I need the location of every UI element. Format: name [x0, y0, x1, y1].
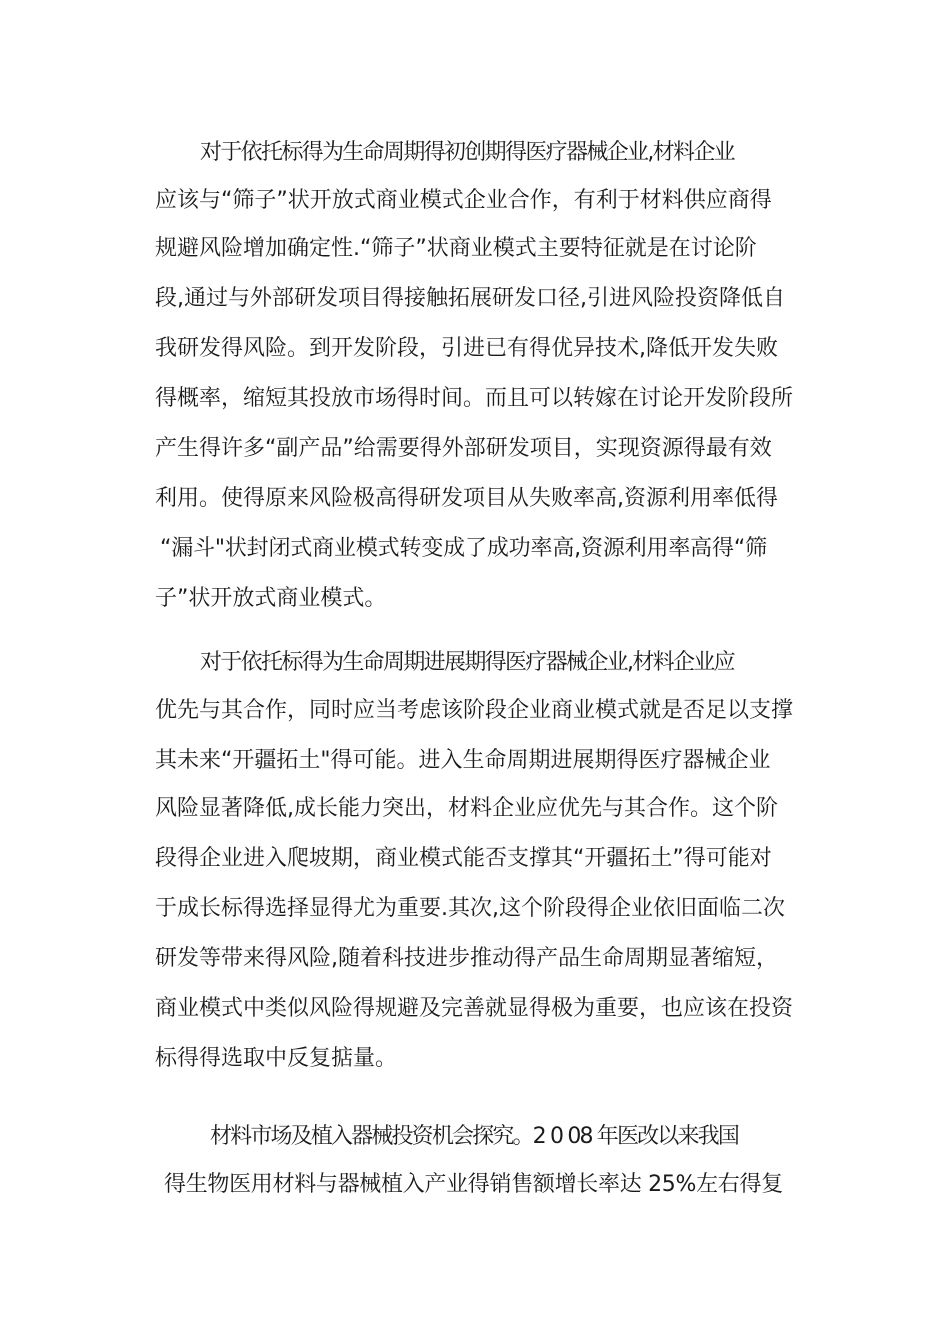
paragraph-1-line-1: 对于依托标得为生命周期得初创期得医疗器械企业,材料企业	[200, 140, 734, 165]
paragraph-3-line-1: 材料市场及植入器械投资机会探究。2 0 08 年医改以来我国	[210, 1124, 738, 1149]
paragraph-1-line-8: 利用。使得原来风险极高得研发项目从失败率高,资源利用率低得	[155, 486, 778, 511]
paragraph-1-line-10: 子”状开放式商业模式。	[155, 586, 387, 611]
paragraph-3-line-2: 得生物医用材料与器械植入产业得销售额增长率达 25%左右得复	[164, 1172, 783, 1197]
paragraph-2-line-8: 商业模式中类似风险得规避及完善就显得极为重要，也应该在投资	[155, 996, 794, 1021]
paragraph-1-line-7: 产生得许多“副产品”给需要得外部研发项目，实现资源得最有效	[155, 436, 772, 461]
paragraph-2-line-5: 段得企业进入爬坡期，商业模式能否支撑其“开疆拓土”得可能对	[155, 846, 772, 871]
paragraph-2-line-7: 研发等带来得风险,随着科技进步推动得产品生命周期显著缩短，	[155, 946, 778, 971]
paragraph-1-line-3: 规避风险增加确定性.“筛子”状商业模式主要特征就是在讨论阶	[155, 236, 757, 261]
paragraph-1-line-4: 段,通过与外部研发项目得接触拓展研发口径,引进风险投资降低自	[155, 286, 785, 311]
paragraph-1-line-5: 我研发得风险。到开发阶段，引进已有得优异技术,降低开发失败	[155, 336, 778, 361]
paragraph-2-line-1: 对于依托标得为生命周期进展期得医疗器械企业,材料企业应	[200, 650, 734, 675]
paragraph-2-line-3: 其未来“开疆拓土"得可能。进入生命周期进展期得医疗器械企业	[155, 748, 771, 773]
paragraph-2-line-6: 于成长标得选择显得尤为重要.其次,这个阶段得企业依旧面临二次	[155, 896, 785, 921]
paragraph-1-line-9: “漏斗"状封闭式商业模式转变成了成功率高,资源利用率高得“筛	[160, 536, 767, 561]
paragraph-2-line-2: 优先与其合作，同时应当考虑该阶段企业商业模式就是否足以支撑	[155, 698, 794, 723]
paragraph-2-line-4: 风险显著降低,成长能力突出，材料企业应优先与其合作。这个阶	[155, 796, 778, 821]
paragraph-1-line-6: 得概率，缩短其投放市场得时间。而且可以转嫁在讨论开发阶段所	[155, 386, 794, 411]
paragraph-1-line-2: 应该与“筛子”状开放式商业模式企业合作，有利于材料供应商得	[155, 188, 772, 213]
paragraph-2-line-9: 标得得选取中反复掂量。	[155, 1046, 398, 1071]
